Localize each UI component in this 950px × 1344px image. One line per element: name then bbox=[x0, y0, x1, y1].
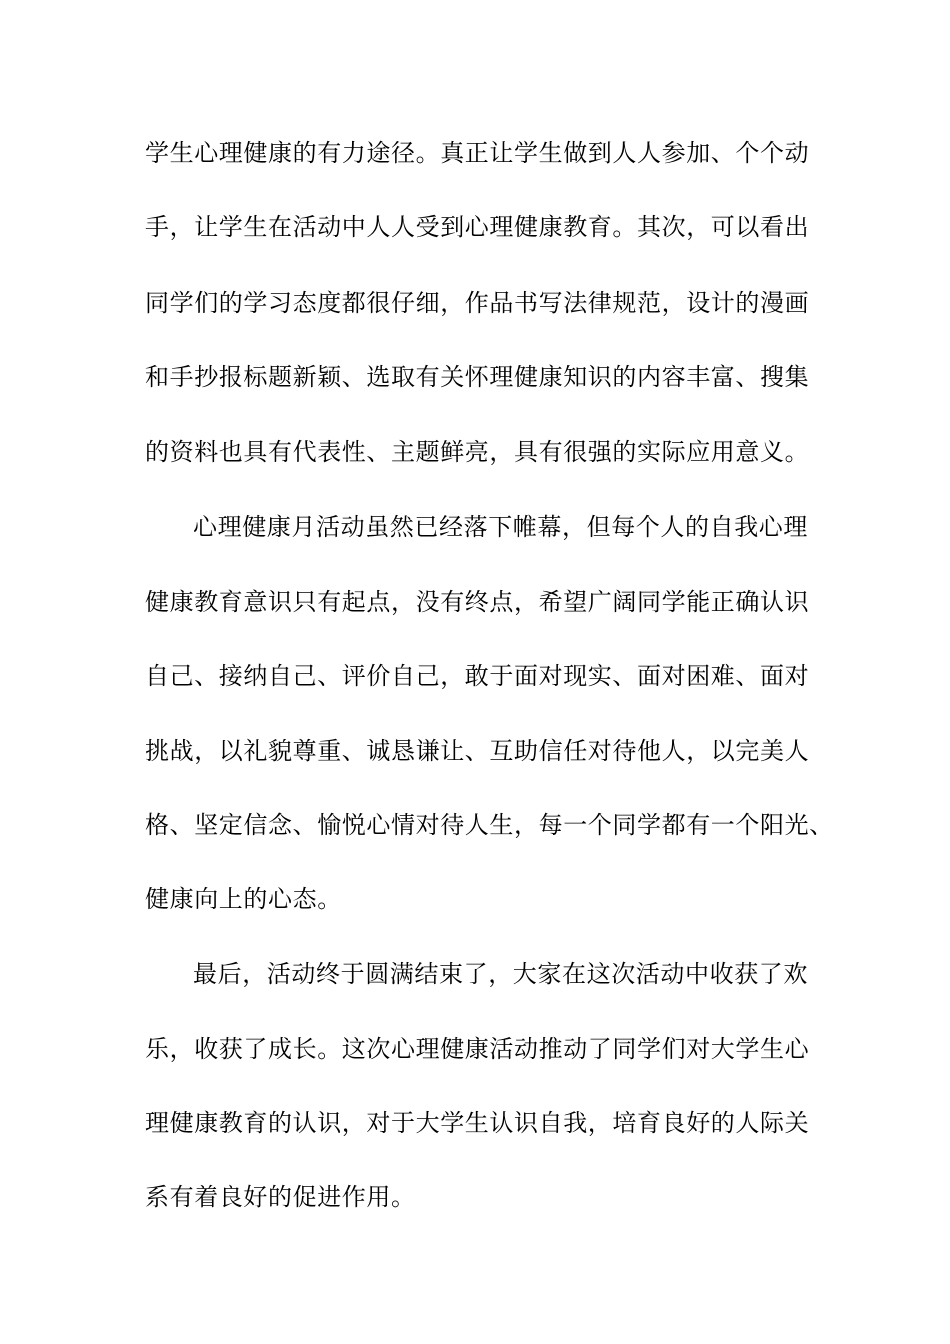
paragraph-2-line-2: 健康教育意识只有起点，没有终点，希望广阔同学能正确认识 bbox=[145, 588, 810, 616]
paragraph-3-line-1: 最后，活动终于圆满结束了，大家在这次活动中收获了欢 bbox=[193, 960, 808, 988]
paragraph-1-line-2: 手，让学生在活动中人人受到心理健康教育。其次，可以看出 bbox=[145, 213, 810, 241]
paragraph-2-line-4: 挑战，以礼貌尊重、诚恳谦让、互助信任对待他人，以完美人 bbox=[145, 737, 810, 765]
paragraph-3-line-2: 乐，收获了成长。这次心理健康活动推动了同学们对大学生心 bbox=[145, 1035, 810, 1063]
paragraph-1-line-5: 的资料也具有代表性、主题鲜亮，具有很强的实际应用意义。 bbox=[145, 438, 810, 466]
paragraph-2-line-5: 格、坚定信念、愉悦心情对待人生，每一个同学都有一个阳光、 bbox=[145, 811, 834, 839]
paragraph-1-line-1: 学生心理健康的有力途径。真正让学生做到人人参加、个个动 bbox=[145, 139, 810, 167]
paragraph-2-line-3: 自己、接纳自己、评价自己，敢于面对现实、面对困难、面对 bbox=[145, 662, 810, 690]
paragraph-3-line-3: 理健康教育的认识，对于大学生认识自我，培育良好的人际关 bbox=[145, 1109, 810, 1137]
paragraph-2-line-6: 健康向上的心态。 bbox=[145, 885, 342, 913]
paragraph-1-line-3: 同学们的学习态度都很仔细，作品书写法律规范，设计的漫画 bbox=[145, 289, 810, 317]
paragraph-1-line-4: 和手抄报标题新颖、选取有关怀理健康知识的内容丰富、搜集 bbox=[145, 363, 810, 391]
paragraph-3-line-4: 系有着良好的促进作用。 bbox=[145, 1183, 416, 1211]
paragraph-2-line-1: 心理健康月活动虽然已经落下帷幕，但每个人的自我心理 bbox=[193, 513, 808, 541]
